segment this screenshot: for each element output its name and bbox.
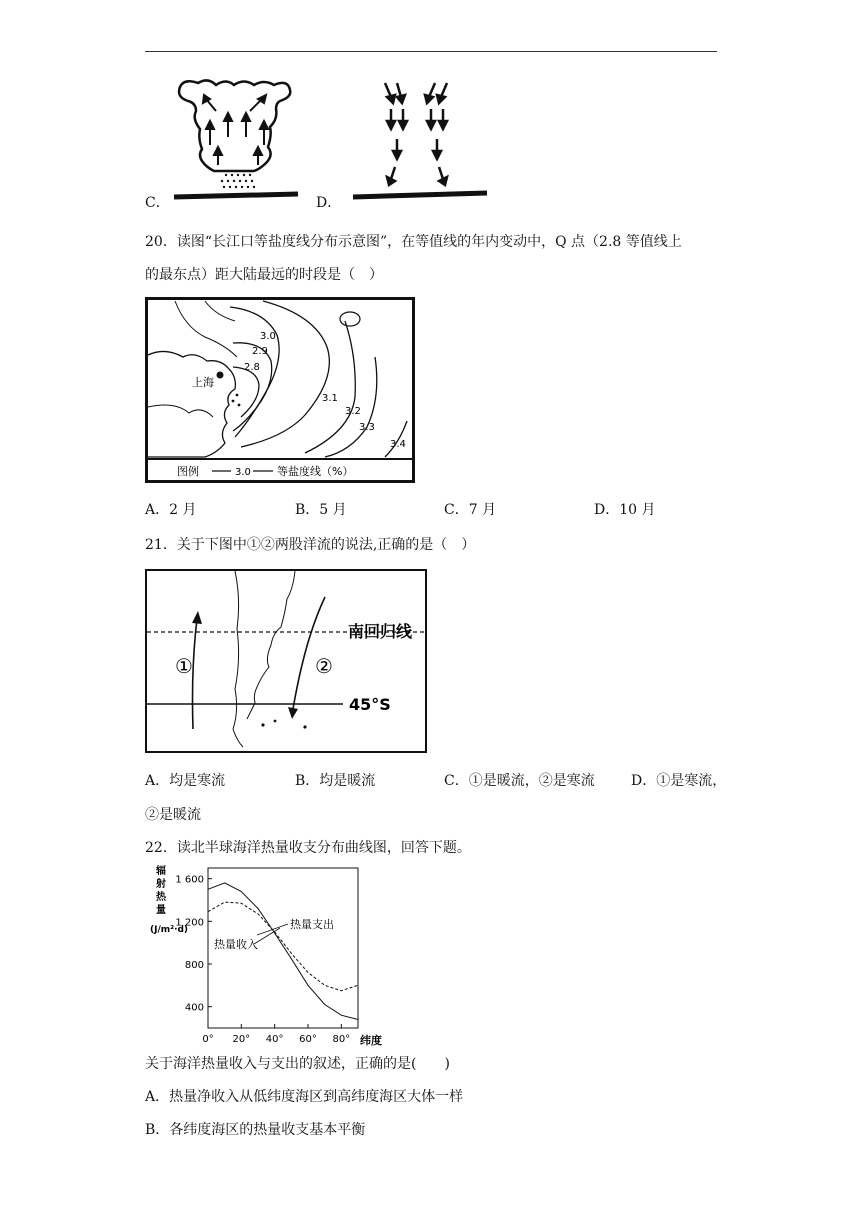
q21-option-b: B．均是暖流 xyxy=(295,773,376,789)
q22-stem: 22．读北半球海洋热量收支分布曲线图，回答下题。 xyxy=(145,840,471,856)
isoline-label-3.3: 3.3 xyxy=(359,422,375,433)
y-label-unit: (J/m²·d) xyxy=(150,925,189,935)
y-label-char: 射 xyxy=(156,879,166,890)
y-tick-label: 1 600 xyxy=(175,874,204,886)
option-d-figure xyxy=(345,75,490,207)
series-income-line xyxy=(208,883,358,1020)
option-d-label: D． xyxy=(316,195,342,211)
x-tick-label: 80° xyxy=(332,1034,351,1045)
y-label-char: 量 xyxy=(156,905,166,916)
x-tick-label: 40° xyxy=(265,1034,284,1045)
x-axis-label: 纬度 xyxy=(360,1034,382,1047)
south-america-currents-map xyxy=(145,569,427,753)
q21-stem: 21．关于下图中①②两股洋流的说法,正确的是（ ） xyxy=(145,537,476,553)
q20-option-a: A．2 月 xyxy=(145,502,197,518)
q21-option-d: D．①是寒流， xyxy=(631,773,727,789)
q20-option-b: B．5 月 xyxy=(295,502,347,518)
option-c-label: C． xyxy=(145,195,170,211)
isoline-label-2.9: 2.9 xyxy=(252,346,268,357)
current-1-label: ① xyxy=(175,654,193,678)
shanghai-marker xyxy=(217,372,224,379)
current-2-label: ② xyxy=(315,654,333,678)
isoline-label-3.0: 3.0 xyxy=(260,331,276,342)
yangtze-salinity-map xyxy=(145,297,415,483)
legend-income: 热量收入 xyxy=(214,938,258,951)
q21-option-d-continued: ②是暖流 xyxy=(145,807,201,823)
q20-stem-line1: 20．读图“长江口等盐度线分布示意图”，在等值线的年内变动中，Q 点（2.8 等值线上 xyxy=(145,234,682,250)
q21-option-a: A．均是寒流 xyxy=(145,773,226,789)
q22-option-b: B．各纬度海区的热量收支基本平衡 xyxy=(145,1122,366,1138)
q20-stem-line2: 的最东点）距大陆最远的时段是（ ） xyxy=(145,267,383,283)
option-c-figure xyxy=(170,75,300,207)
header-rule xyxy=(145,51,717,52)
x-tick-label: 60° xyxy=(299,1034,317,1045)
legend-expense: 热量支出 xyxy=(290,918,334,931)
y-axis-label: 辐射热量(J/m²·d) xyxy=(150,860,158,861)
q22-sub-stem: 关于海洋热量收入与支出的叙述，正确的是( ) xyxy=(145,1056,450,1072)
y-label-char: 辐 xyxy=(156,866,166,877)
q20-option-d: D．10 月 xyxy=(594,502,656,518)
lat-45s-label: 45°S xyxy=(349,695,391,714)
y-tick-label: 400 xyxy=(184,1002,204,1014)
x-tick-label: 0° xyxy=(202,1034,214,1045)
isoline-label-2.8: 2.8 xyxy=(244,362,260,373)
shanghai-label: 上海 xyxy=(192,376,214,389)
x-tick-label: 20° xyxy=(232,1034,251,1045)
isoline-label-3.2: 3.2 xyxy=(345,406,361,417)
q21-option-c: C．①是暖流，②是寒流 xyxy=(444,773,595,789)
isoline-label-3.4: 3.4 xyxy=(390,439,406,450)
y-label-char: 热 xyxy=(156,892,166,903)
legend-label: 等盐度线（%） xyxy=(277,465,354,478)
y-tick-label: 800 xyxy=(184,960,204,971)
y-tick-label: 1 200 xyxy=(175,917,204,929)
legend-prefix: 图例 xyxy=(177,465,199,478)
ocean-heat-budget-chart xyxy=(150,860,390,1050)
q20-option-c: C．7 月 xyxy=(444,502,497,518)
isoline-label-3.1: 3.1 xyxy=(322,393,338,404)
tropic-label: 南回归线 xyxy=(348,622,413,641)
legend-sample: 3.0 xyxy=(235,467,251,478)
q22-option-a: A．热量净收入从低纬度海区到高纬度海区大体一样 xyxy=(145,1089,464,1105)
